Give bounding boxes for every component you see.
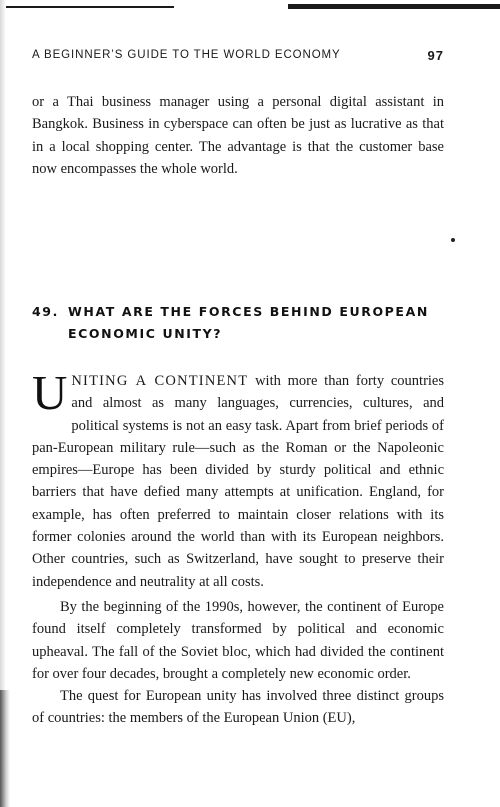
page-edge-shadow bbox=[0, 0, 6, 807]
top-rule-left bbox=[6, 6, 174, 8]
section-number: 49. bbox=[32, 304, 59, 319]
drop-cap: U bbox=[32, 365, 68, 420]
section-title-line1: WHAT ARE THE FORCES BEHIND EUROPEAN bbox=[68, 304, 429, 319]
opening-small-caps: NITING A CONTINENT bbox=[71, 373, 249, 389]
top-rule-right bbox=[288, 4, 500, 9]
page-binding-shadow bbox=[0, 690, 10, 807]
page-number: 97 bbox=[427, 48, 444, 63]
opening-paragraph-text: with more than forty countries and almost as many languages, currencies, cultures, and political systems is not an easy task. Apart from brief periods of pan-European military rule—such as the Roman or the Napoleonic empires—Europe has been divided by sturdy political and ethnic barriers that have defied many attempts at unification. England, for example, has often preferred to maintain closer relations with its former colonies around the world than with its European neighbors. Other countries, such as Switzerland, have sought to preserve their independence and neutrality at all costs. bbox=[32, 373, 445, 590]
body-paragraph-3: The quest for European unity has involved three distinct groups of countries: the members of the European Union (EU), bbox=[32, 688, 444, 727]
section-heading bbox=[32, 301, 444, 345]
running-head-title: A BEGINNER’S GUIDE TO THE WORLD ECONOMY bbox=[32, 49, 341, 61]
stray-mark bbox=[451, 238, 455, 242]
continued-paragraph: or a Thai business manager using a personal digital assistant in Bangkok. Business in cyberspace can often be just as lucrative as that in a local shopping center. The advantage is that the customer base now encompasses the whole world. bbox=[32, 94, 444, 177]
section-title-line2: ECONOMIC UNITY? bbox=[68, 326, 223, 341]
body-paragraph-2: By the beginning of the 1990s, however, the continent of Europe found itself completely transformed by political and economic upheaval. The fall of the Soviet bloc, which had divided the continent for over four decades, brought a completely new economic order. bbox=[32, 599, 444, 682]
running-head bbox=[32, 49, 444, 65]
opening-paragraph bbox=[32, 365, 445, 593]
